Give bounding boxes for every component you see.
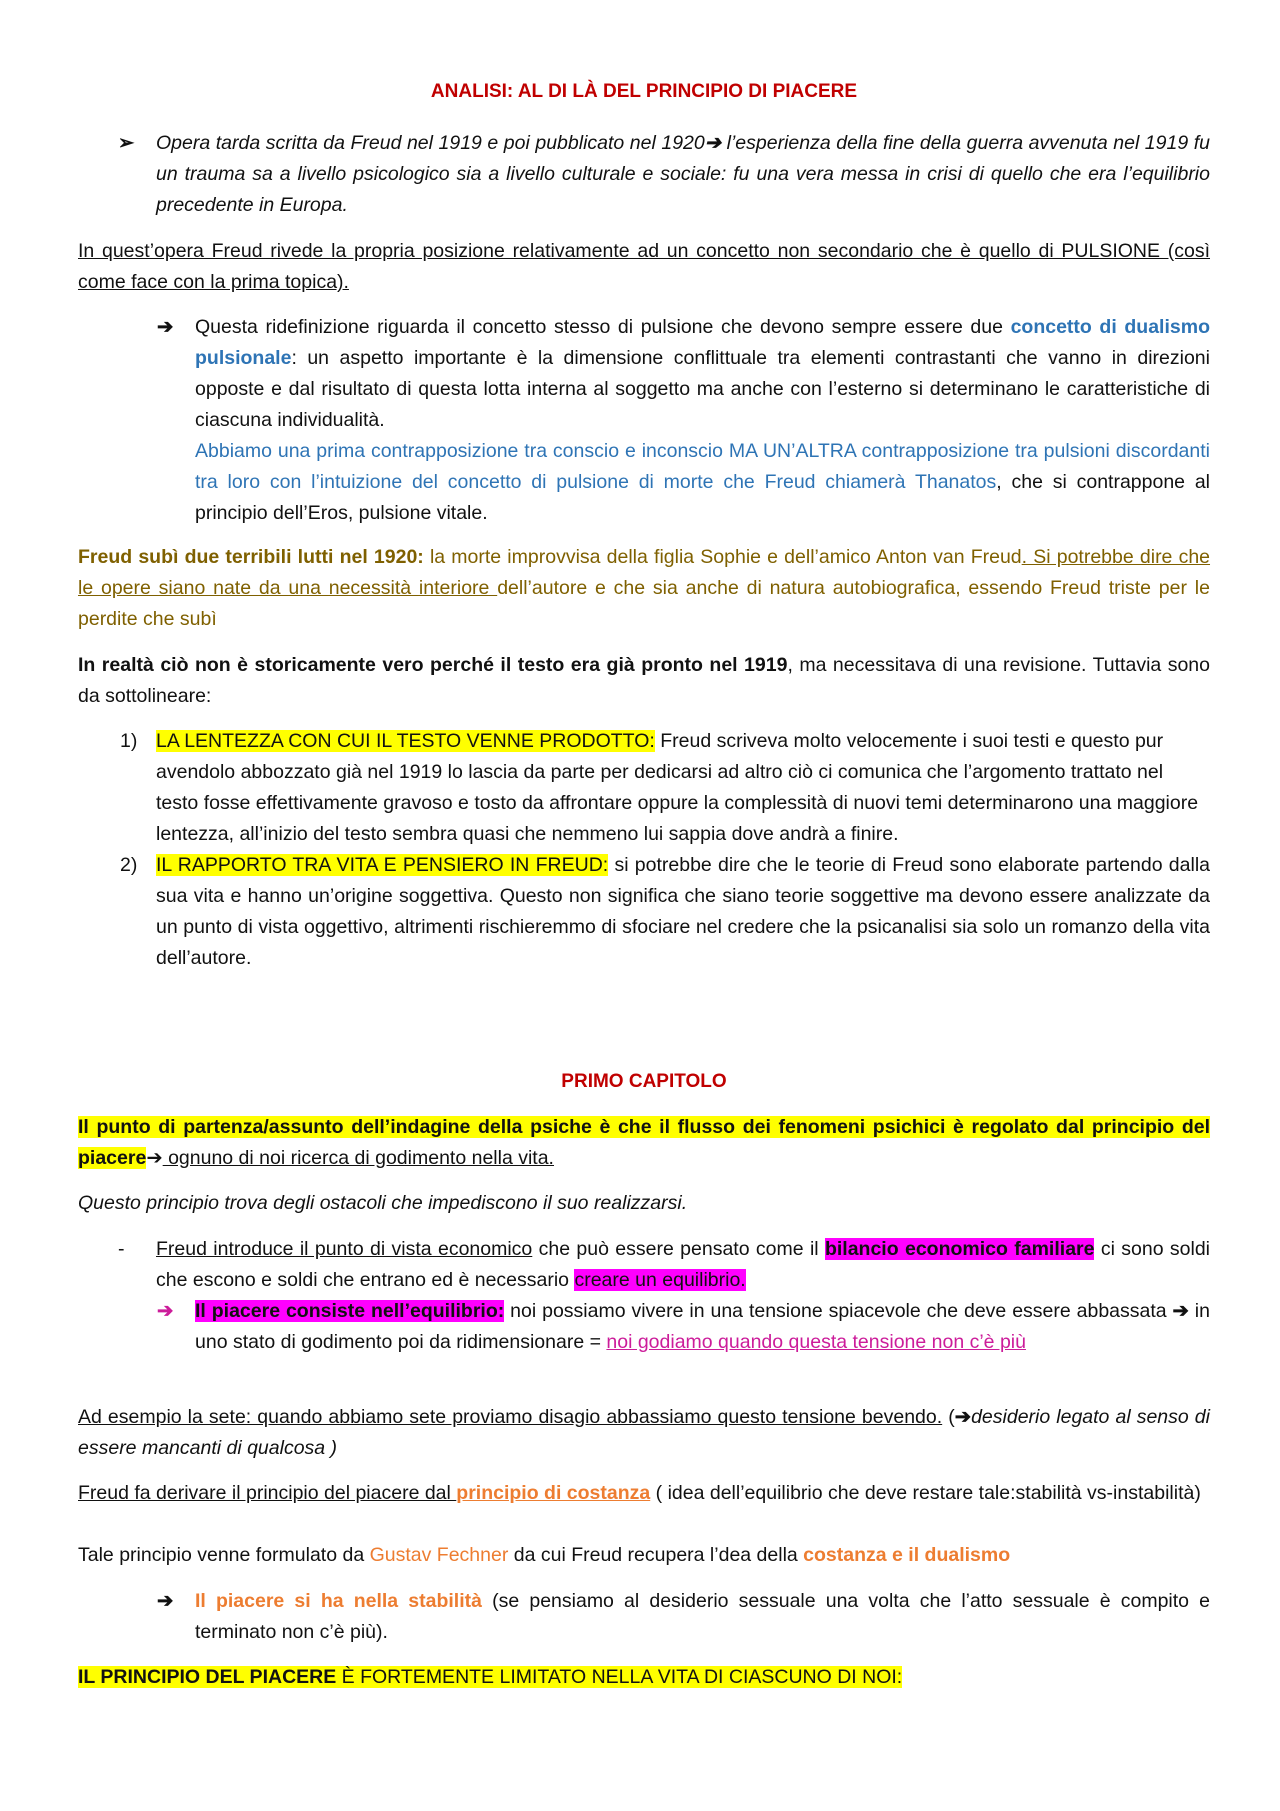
sete-text-a: Ad esempio la sete: quando abbiamo sete proviamo disagio abbassiamo questo tensione bevendo. [78,1406,943,1428]
lutti-paragraph [78,542,1210,635]
intro-bullet-text: Opera tarda scritta da Freud nel 1919 e poi pubblicato nel 1920 [156,132,705,154]
arrow2-text-d: noi godiamo quando questa tensione non c’è più [606,1331,1026,1353]
dualismo-pulsionale-term: concetto di dualismo pulsionale [195,316,1210,369]
list-item [120,850,1210,974]
list-item-body: Freud scriveva molto velocemente i suoi testi e questo pur avendolo abbozzato già nel 1919 lo lascia da parte per dedicarsi ad altro ciò ci comunica che l’argomento trattato nel testo fosse effettivamente gravoso e tosto da affrontare oppure la complessità di nuovi temi determinarono una maggiore lentezza, all’inizio del testo sembra quasi che nemmeno lui sappia dove andrà a finire. [156,730,1199,845]
chapter-title: PRIMO CAPITOLO [561,1071,727,1092]
arrow2-text-b: noi possiamo vivere in una tensione spiacevole che deve essere abbassata [504,1300,1173,1322]
dualismo-arrow-item [157,312,1210,529]
list-number: 1) [120,730,138,752]
stabilita-arrow-item [157,1586,1210,1648]
dash-marker: - [118,1238,125,1260]
fechner-paragraph [78,1540,1210,1571]
costanza-text-c: ( idea dell’equilibrio che deve restare tale:stabilità vs-instabilità) [650,1482,1201,1504]
intro-bullet-item [118,128,1210,221]
list-item [120,726,1210,850]
ostacoli-paragraph: Questo principio trova degli ostacoli che impediscono il suo realizzarsi. [78,1192,688,1214]
costanza-text-a: Freud fa derivare il principio del piacere dal [78,1482,457,1504]
fechner-name: Gustav Fechner [369,1544,509,1566]
realta-bold: In realtà ciò non è storicamente vero perché il testo era già pronto nel 1919 [78,654,788,676]
bilancio-highlight: bilancio economico familiare [824,1238,1095,1260]
fechner-text-c: da cui Freud recupera l’dea della [508,1544,804,1566]
arrow3-term: Il piacere si ha nella stabilità [195,1590,482,1612]
list-number: 2) [120,854,138,876]
arrow1-text-a: Questa ridefinizione riguarda il concetto stesso di pulsione che devono sempre essere due [195,316,1011,338]
lutti-text-d: dell’autore e che sia anche di natura autobiografica, essendo Freud triste per le perdite che subì [78,577,1210,630]
pulsione-paragraph: In quest’opera Freud rivede la propria posizione relativamente ad un concetto non secondario che è quello di PULSIONE (così come face con la prima topica). [78,240,1210,293]
right-arrow-icon: ➔ [157,1590,174,1612]
dash-text-b: che può essere pensato come il [532,1238,825,1260]
arrow1-text-e: , che si contrappone al principio dell’Eros, pulsione vitale. [195,471,1210,524]
piacere-highlight: Il piacere consiste nell’equilibrio: [195,1300,505,1322]
arrow1-text-d: Abbiamo una prima contrapposizione tra conscio e inconscio MA UN’ALTRA contrapposizione tra pulsioni discordanti tra loro con l’intuizione del concetto di pulsione di morte che Freud chiamerà Thanatos [195,440,1210,493]
equilibrio-highlight: creare un equilibrio. [574,1269,746,1291]
arrow2-text-c: in uno stato di godimento poi da ridimensionare = [195,1300,1210,1353]
punto-highlight: Il punto di partenza/assunto dell’indagine della psiche è che il flusso dei fenomeni psichici è regolato dal principio del piacere [78,1116,1210,1169]
fechner-text-a: Tale principio venne formulato da [78,1544,370,1566]
punto-paragraph [78,1112,1210,1174]
right-arrow-icon: ➔ [704,132,722,154]
final-bold: IL PRINCIPIO DEL PIACERE [78,1666,337,1688]
fechner-term: costanza e il dualismo [803,1544,1011,1566]
lutti-heading: Freud subì due terribili lutti nel 1920: [78,546,424,568]
arrow1-text-c: : un aspetto importante è la dimensione conflittuale tra elementi contrastanti che vanno in direzioni opposte e dal risultato di questa lotta interna al soggetto ma anche con l’esterno si determinano le caratteristiche di ciascuna individualità. [195,347,1210,431]
numbered-list [120,726,1210,974]
right-arrow-icon: ➔ [157,316,174,338]
intro-bullet-rest: l’esperienza della fine della guerra avvenuta nel 1919 fu un trauma sa a livello psicologico sia a livello culturale e sociale: fu una vera messa in crisi di quello che era l’equilibrio precedente in Europa. [156,132,1210,216]
sete-text-b: ( [942,1406,955,1428]
list-item-body: si potrebbe dire che le teorie di Freud sono elaborate partendo dalla sua vita e hanno un’origine soggettiva. Questo non significa che siano teorie soggettive ma devono essere analizzate da un punto di vista oggettivo, altrimenti rischieremmo di sfociare nel credere che la psicanalisi sia solo un romanzo della vita dell’autore. [156,854,1210,969]
list-item-heading: LA LENTEZZA CON CUI IL TESTO VENNE PRODOTTO: [156,730,655,752]
arrowhead-bullet-icon: ➢ [118,132,135,154]
dash-text-a: Freud introduce il punto di vista economico [156,1238,533,1260]
right-arrow-icon: ➔ [954,1406,972,1428]
costanza-term: principio di costanza [456,1482,651,1504]
final-paragraph [78,1662,1210,1693]
punto-text: ognuno di noi ricerca di godimento nella vita. [162,1147,554,1169]
right-arrow-icon: ➔ [146,1147,163,1169]
right-arrow-icon: ➔ [1172,1300,1189,1322]
final-text: È FORTEMENTE LIMITATO NELLA VITA DI CIASCUNO DI NOI: [336,1666,903,1688]
sete-paragraph [78,1402,1210,1464]
costanza-paragraph [78,1478,1210,1509]
piacere-arrow-item [157,1296,1210,1358]
lutti-text-b: la morte improvvisa della figlia Sophie e dell’amico Anton van Freud [423,546,1022,568]
economico-dash-item [118,1234,1210,1296]
arrow3-text: (se pensiamo al desiderio sessuale una volta che l’atto sessuale è compito e terminato non c’è più). [195,1590,1210,1643]
realta-paragraph [78,650,1210,712]
realta-text: , ma necessitava di una revisione. Tuttavia sono da sottolineare: [78,654,1211,707]
lutti-text-c: . Si potrebbe dire che le opere siano nate da una necessità interiore [78,546,1211,599]
dash-text-d: ci sono soldi che escono e soldi che entrano ed è necessario [156,1238,1210,1291]
sete-text-c: desiderio legato al senso di essere mancanti di qualcosa ) [78,1406,1210,1459]
right-arrow-icon: ➔ [157,1300,174,1322]
page-title: ANALISI: AL DI LÀ DEL PRINCIPIO DI PIACERE [430,81,858,102]
list-item-heading: IL RAPPORTO TRA VITA E PENSIERO IN FREUD: [156,854,609,876]
